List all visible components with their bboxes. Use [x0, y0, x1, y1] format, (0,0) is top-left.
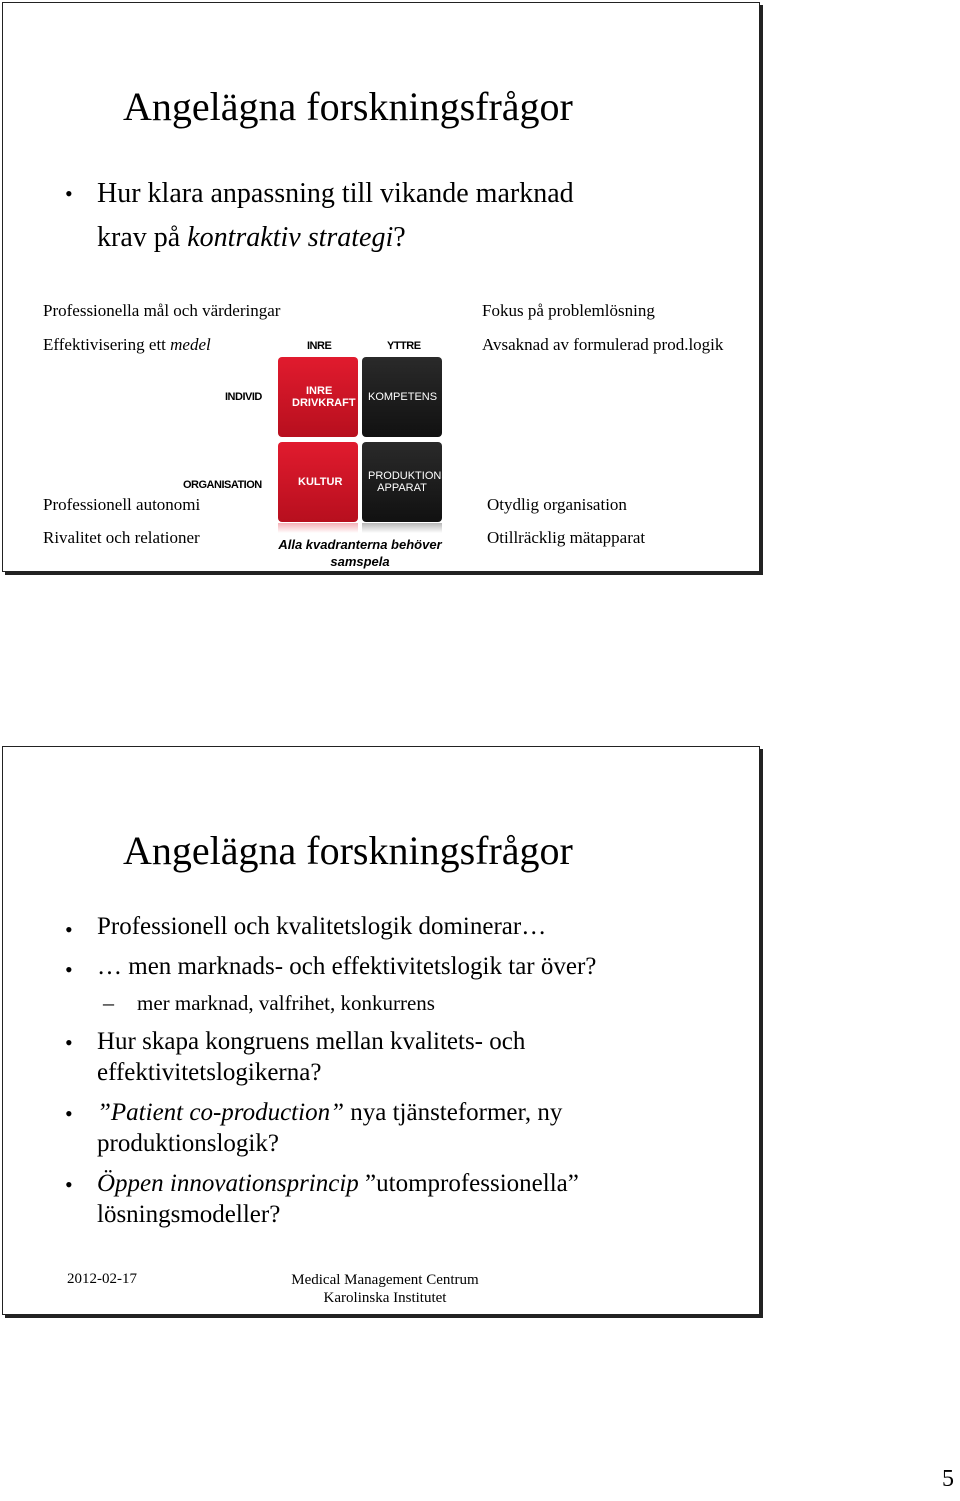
bullet-4-rest: nya tjänsteformer, ny: [343, 1099, 563, 1126]
bullet-4-italic: ”Patient co-production”: [97, 1099, 344, 1126]
bullet-4: [97, 1097, 562, 1159]
bullet-5-line2: lösningsmodeller?: [97, 1201, 281, 1228]
quadrant-production-line2: APPARAT: [377, 482, 427, 494]
bullet-line-1: Hur klara anpassning till vikande marknad: [97, 178, 574, 209]
bullet-icon: •: [65, 957, 73, 982]
bullet-line-2: [97, 221, 406, 255]
slide-1: [2, 2, 760, 572]
bullet-icon: •: [65, 1101, 73, 1126]
bullet-icon: •: [65, 917, 73, 942]
bullet-line-2-end: ?: [393, 222, 406, 253]
quadrant-reflection-dark: [362, 523, 442, 533]
slide-2-title: Angelägna forskningsfrågor: [123, 828, 573, 873]
bullet-3-line2: effektivitetslogikerna?: [97, 1059, 322, 1086]
quadrant-competence-label: KOMPETENS: [368, 391, 438, 403]
footer-date: 2012-02-17: [67, 1271, 137, 1287]
footer-organisation-line2: Karolinska Institutet: [323, 1290, 447, 1306]
page-number: 5: [942, 1466, 954, 1492]
bullet-4-line2: produktionslogik?: [97, 1130, 279, 1157]
left-top-text-2: [43, 335, 211, 355]
column-label-outer: YTTRE: [387, 340, 421, 352]
left-top-text-1: Professionella mål och värderingar: [43, 301, 281, 320]
right-bottom-text-2: Otillräcklig mätapparat: [487, 528, 646, 547]
row-label-individual: INDIVID: [225, 391, 262, 403]
bullet-icon: •: [65, 1172, 73, 1197]
quadrant-production-apparatus: [362, 442, 449, 522]
bullet-1: Professionell och kvalitetslogik dominerar…: [97, 913, 547, 940]
right-top-text-2: Avsaknad av formulerad prod.logik: [482, 335, 724, 354]
quadrant-inner-drive: [278, 357, 358, 437]
left-top-text-2-italic: medel: [170, 335, 211, 354]
matrix-caption-line1: Alla kvadranterna behöver: [278, 537, 442, 552]
bullet-3-line1: Hur skapa kongruens mellan kvalitets- och: [97, 1028, 526, 1055]
quadrant-culture: [278, 442, 358, 522]
dash-icon: –: [103, 990, 114, 1015]
bullet-5-italic: Öppen innovationsprincip: [97, 1170, 359, 1197]
bullet-4-line1: [97, 1097, 562, 1128]
bullet-line-2-normal: krav på: [97, 222, 188, 253]
matrix-caption-line2: samspela: [330, 554, 390, 569]
quadrant-reflection-red: [278, 523, 358, 533]
right-top-text-1: Fokus på problemlösning: [482, 301, 655, 320]
quadrant-inner-drive-line2: DRIVKRAFT: [292, 397, 356, 409]
bullet-5-line1: [97, 1168, 579, 1199]
row-label-organisation: ORGANISATION: [183, 479, 262, 491]
footer-organisation-line1: Medical Management Centrum: [291, 1272, 479, 1288]
left-bottom-text-2: Rivalitet och relationer: [43, 528, 200, 547]
bullet-2: … men marknads- och effektivitetslogik tar över?: [97, 953, 597, 980]
bullet-5: [97, 1168, 579, 1230]
bullet-icon: •: [65, 181, 73, 206]
sub-bullet-1: mer marknad, valfrihet, konkurrens: [137, 991, 435, 1015]
matrix-caption: [275, 536, 445, 570]
bullet-line-2-italic: kontraktiv strategi: [187, 222, 394, 253]
column-label-inner: INRE: [307, 340, 332, 352]
bullet-3: [97, 1026, 525, 1088]
quadrant-inner-drive-line1: INRE: [306, 385, 333, 397]
quadrant-competence: [362, 357, 442, 437]
quadrant-production-line1: PRODUKTIONS: [368, 470, 449, 482]
bullet-icon: •: [65, 1030, 73, 1055]
right-bottom-text-1: Otydlig organisation: [487, 495, 627, 514]
left-top-text-2-normal: Effektivisering ett: [43, 335, 171, 354]
bullet-5-rest: ”utomprofessionella”: [358, 1170, 579, 1197]
left-bottom-text-1: Professionell autonomi: [43, 495, 201, 514]
footer-organisation: [285, 1271, 485, 1307]
quadrant-culture-label: KULTUR: [298, 476, 343, 488]
slide-1-title: Angelägna forskningsfrågor: [123, 84, 573, 129]
slide-2: [2, 746, 760, 1315]
